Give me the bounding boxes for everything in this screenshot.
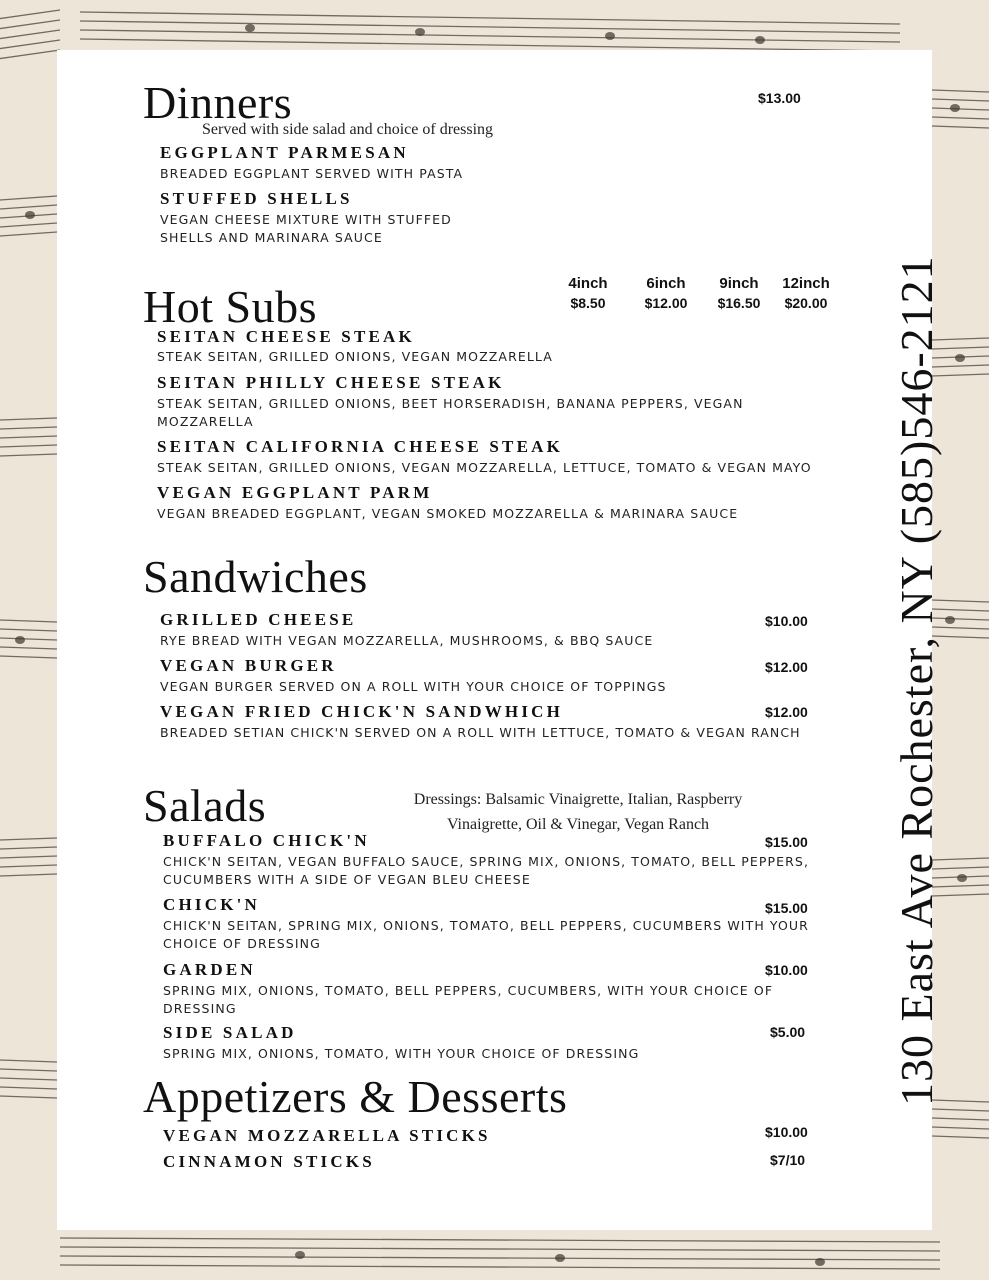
dressings-line: Vinaigrette, Oil & Vinegar, Vegan Ranch <box>446 816 710 833</box>
hot-subs-heading: Hot Subs <box>143 281 317 332</box>
menu-item-desc: VEGAN BURGER SERVED ON A ROLL WITH YOUR CHOICE OF TOPPINGS <box>160 679 667 694</box>
menu-item-name: SEITAN CALIFORNIA CHEESE STEAK <box>157 437 564 456</box>
menu-item-name: GRILLED CHEESE <box>160 610 357 629</box>
menu-item-name: CHICK'N <box>163 895 261 914</box>
menu-item-name: CINNAMON STICKS <box>163 1152 375 1171</box>
dinners-heading: Dinners <box>143 77 293 128</box>
menu-item-desc: STEAK SEITAN, GRILLED ONIONS, VEGAN MOZZARELLA <box>157 349 553 364</box>
menu-item-name: SEITAN PHILLY CHEESE STEAK <box>157 373 505 392</box>
menu-item-desc: BREADED SETIAN CHICK'N SERVED ON A ROLL WITH LETTUCE, TOMATO & VEGAN RANCH <box>160 725 801 740</box>
dinners-note: Served with side salad and choice of dressing <box>202 121 494 138</box>
menu-item-name: SEITAN CHEESE STEAK <box>157 327 415 346</box>
menu-item-desc: STEAK SEITAN, GRILLED ONIONS, VEGAN MOZZARELLA, LETTUCE, TOMATO & VEGAN MAYO <box>157 460 812 475</box>
menu-item-desc: CHOICE OF DRESSING <box>163 936 321 951</box>
menu-item-name: EGGPLANT PARMESAN <box>160 143 409 162</box>
menu-item-name: VEGAN FRIED CHICK'N SANDWHICH <box>160 702 564 721</box>
menu-item-price: $15.00 <box>765 834 808 850</box>
menu-item-price: $10.00 <box>765 962 808 978</box>
menu-item-desc: CUCUMBERS WITH A SIDE OF VEGAN BLEU CHEESE <box>163 872 531 887</box>
menu-item-name: VEGAN BURGER <box>160 656 337 675</box>
dressings-line: Dressings: Balsamic Vinaigrette, Italian, Raspberry <box>413 791 743 808</box>
menu-item-name: SIDE SALAD <box>163 1023 297 1042</box>
menu-item-price: $5.00 <box>770 1024 806 1040</box>
menu-item-price: $10.00 <box>765 613 808 629</box>
appetizers-heading: Appetizers & Desserts <box>143 1071 568 1122</box>
menu-item-desc: SPRING MIX, ONIONS, TOMATO, WITH YOUR CHOICE OF DRESSING <box>163 1046 640 1061</box>
size-price: $8.50 <box>570 295 606 311</box>
menu-item-desc: BREADED EGGPLANT SERVED WITH PASTA <box>160 166 464 181</box>
menu-item-price: $7/10 <box>770 1152 806 1168</box>
size-label: 4inch <box>568 275 608 292</box>
menu-item-price: $12.00 <box>765 659 808 675</box>
menu-item-name: GARDEN <box>163 960 256 979</box>
menu-item-desc: CHICK'N SEITAN, SPRING MIX, ONIONS, TOMATO, BELL PEPPERS, CUCUMBERS WITH YOUR <box>163 918 809 933</box>
menu-item-price: $12.00 <box>765 704 808 720</box>
menu-item-desc: MOZZARELLA <box>157 414 254 429</box>
size-price: $16.50 <box>717 295 761 311</box>
menu-item-desc: SHELLS AND MARINARA SAUCE <box>160 230 383 245</box>
salads-heading: Salads <box>143 780 267 831</box>
menu-item-desc: VEGAN CHEESE MIXTURE WITH STUFFED <box>160 212 452 227</box>
size-label: 6inch <box>646 275 686 292</box>
menu-item-desc: SPRING MIX, ONIONS, TOMATO, BELL PEPPERS, CUCUMBERS, WITH YOUR CHOICE OF <box>163 983 774 998</box>
menu-item-name: VEGAN EGGPLANT PARM <box>157 483 433 502</box>
menu-item-name: BUFFALO CHICK'N <box>163 831 370 850</box>
address-phone: 130 East Ave Rochester, NY (585)546-2121 <box>891 255 942 1106</box>
sandwiches-heading: Sandwiches <box>143 551 368 602</box>
menu-item-price: $15.00 <box>765 900 808 916</box>
menu-item-name: VEGAN MOZZARELLA STICKS <box>163 1126 491 1145</box>
menu-item-desc: STEAK SEITAN, GRILLED ONIONS, BEET HORSERADISH, BANANA PEPPERS, VEGAN <box>157 396 744 411</box>
menu-item-desc: DRESSING <box>163 1001 237 1016</box>
size-label: 9inch <box>719 275 759 292</box>
menu-item-desc: RYE BREAD WITH VEGAN MOZZARELLA, MUSHROOMS, & BBQ SAUCE <box>160 633 654 648</box>
menu-item-price: $10.00 <box>765 1124 808 1140</box>
menu-item-desc: VEGAN BREADED EGGPLANT, VEGAN SMOKED MOZZARELLA & MARINARA SAUCE <box>157 506 739 521</box>
menu-item-desc: CHICK'N SEITAN, VEGAN BUFFALO SAUCE, SPRING MIX, ONIONS, TOMATO, BELL PEPPERS, <box>163 854 810 869</box>
menu-item-name: STUFFED SHELLS <box>160 189 353 208</box>
size-price: $12.00 <box>644 295 688 311</box>
size-price: $20.00 <box>784 295 828 311</box>
dinners-price: $13.00 <box>758 90 801 106</box>
size-label: 12inch <box>782 275 830 292</box>
